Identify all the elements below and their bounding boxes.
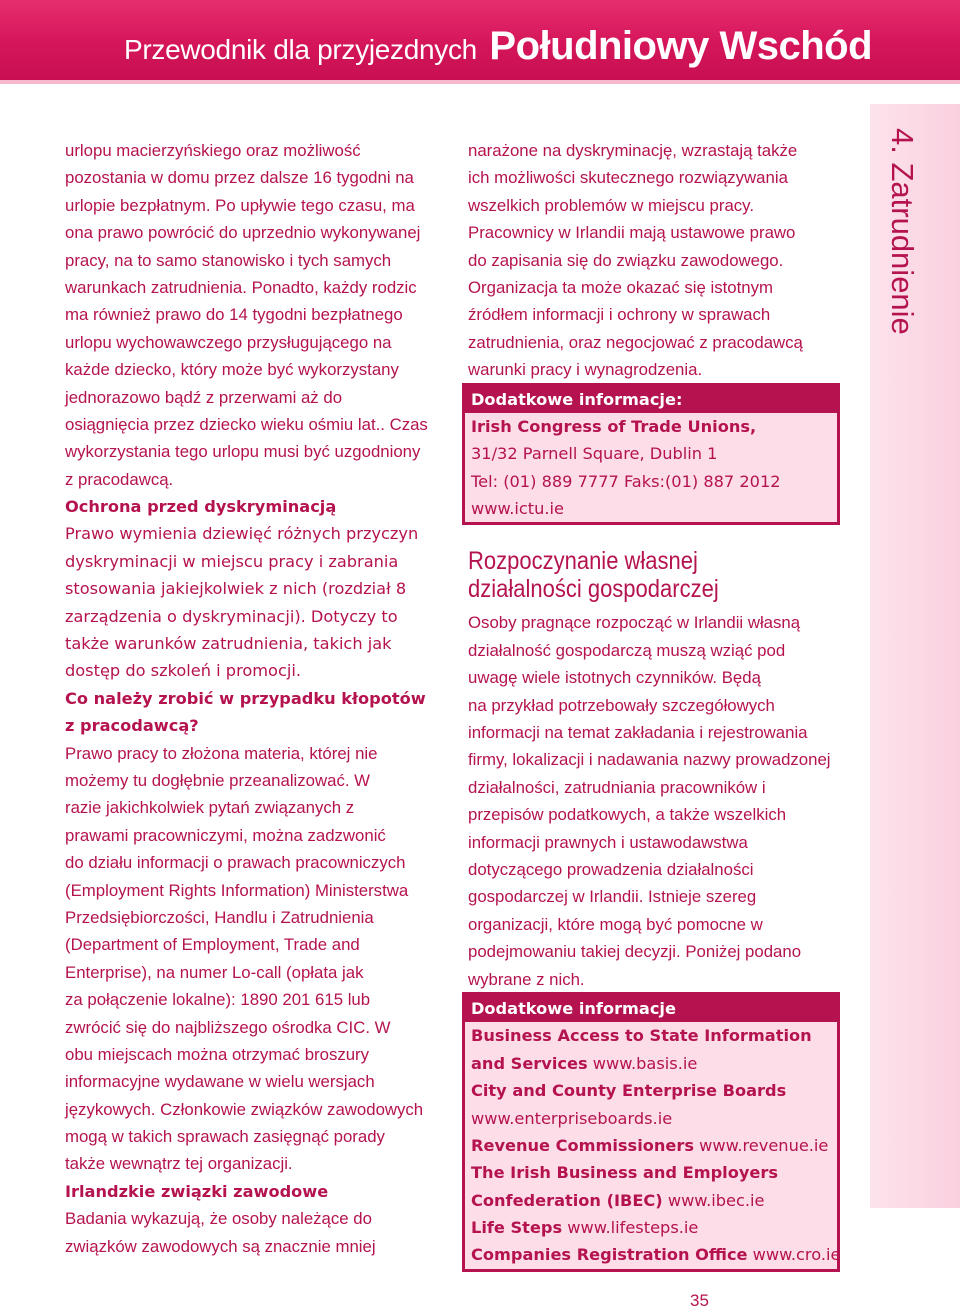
lifesteps-line [471, 1214, 837, 1241]
trade-unions-heading: Irlandzkie związki zawodowe [65, 1181, 329, 1201]
ibec-name: The Irish Business and Employers [471, 1163, 778, 1183]
ibec-name-cont: Confederation (IBEC) [471, 1190, 663, 1210]
text-line: (Department of Employment, Trade and [65, 935, 360, 955]
right-column [468, 137, 853, 1272]
chapter-label: 4. Zatrudnienie [885, 128, 920, 335]
text-line: Pracownicy w Irlandii mają ustawowe prawo [468, 223, 796, 243]
text-line: urlopie bezpłatnym. Po upływie tego czasu, ma [65, 195, 415, 215]
text-line: ich możliwości skutecznego rozwiązywania [468, 168, 788, 188]
discrimination-heading: Ochrona przed dyskryminacją [65, 497, 337, 517]
discrimination-paragraph [65, 520, 455, 684]
text-line: wybrane z nich. [468, 969, 585, 989]
text-line: związków zawodowych są znacznie mniej [65, 1236, 376, 1256]
union-benefits-paragraph [468, 137, 853, 384]
business-info-box [462, 992, 840, 1272]
ibec-link[interactable]: www.ibec.ie [662, 1190, 765, 1210]
employer-problems-heading [65, 685, 455, 740]
text-line: każde dziecko, który może być wykorzystany [65, 360, 399, 380]
text-line: ona prawo powrócić do uprzednio wykonywanej [65, 223, 421, 243]
lifesteps-link[interactable]: www.lifesteps.ie [562, 1218, 699, 1238]
text-line: pozostania w domu przez dalsze 16 tygodni na [65, 168, 414, 188]
cro-name: Companies Registration Office [471, 1245, 748, 1265]
basis-line [471, 1050, 837, 1077]
lifesteps-name: Life Steps [471, 1218, 563, 1238]
business-start-paragraph [468, 609, 853, 992]
header-subtitle: Przewodnik dla przyjezdnych [123, 34, 477, 65]
enterprise-boards-name: City and County Enterprise Boards [471, 1081, 787, 1101]
text-line: warunkach zatrudnienia. Ponadto, każdy rodzic [65, 277, 417, 297]
text-line: jednorazowo bądź z przerwami aż do [65, 387, 343, 407]
text-line: Enterprise), na numer Lo-call (opłata jak [65, 962, 364, 982]
text-line: także warunków zatrudnienia, takich jak [65, 634, 392, 654]
ictu-address: 31/32 Parnell Square, Dublin 1 [471, 444, 718, 464]
text-line: dotyczącego prowadzenia działalności [468, 859, 754, 879]
ictu-phone: Tel: (01) 889 7777 Faks:(01) 887 2012 [471, 471, 781, 491]
text-line: dostęp do szkoleń i promocji. [65, 661, 301, 681]
basis-name-cont: and Services [471, 1053, 588, 1073]
text-line: informacji na temat zakładania i rejestrowania [468, 723, 808, 743]
header-title: Południowy Wschód [489, 24, 872, 68]
text-line: Przedsiębiorczości, Handlu i Zatrudnienia [65, 907, 374, 927]
text-line: zatrudnienia, oraz negocjować z pracodawcą [468, 332, 803, 352]
revenue-link[interactable]: www.revenue.ie [693, 1135, 829, 1155]
text-line: mogą w takich sprawach zasięgnąć porady [65, 1127, 385, 1147]
section-title: działalności gospodarczej [468, 575, 719, 604]
text-line: przepisów podatkowych, a także wszelkich [468, 805, 787, 825]
text-line: osiągnięcia przez dziecko wieku ośmiu lat.. Czas [65, 414, 428, 434]
text-line: z pracodawcą. [65, 469, 174, 489]
info-box-heading: Dodatkowe informacje [465, 995, 837, 1022]
text-line: pracy, na to samo stanowisko i tych samych [65, 250, 392, 270]
text-line: także wewnątrz tej organizacji. [65, 1154, 293, 1174]
text-line: informacyjne wydawane w wielu wersjach [65, 1072, 375, 1092]
ibec-line [471, 1187, 837, 1214]
text-line: (Employment Rights Information) Ministerstwa [65, 880, 409, 900]
text-line: podejmowaniu takiej decyzji. Poniżej podano [468, 942, 802, 962]
ictu-website-link[interactable]: www.ictu.ie [471, 499, 564, 519]
trade-unions-paragraph [65, 1205, 455, 1260]
text-line: informacji prawnych i ustawodawstwa [468, 832, 748, 852]
text-line: urlopu wychowawczego przysługującego na [65, 332, 392, 352]
text-line: razie jakichkolwiek pytań związanych z [65, 798, 355, 818]
text-line: organizacji, które mogą być pomocne w [468, 914, 763, 934]
cro-line [471, 1241, 841, 1268]
enterprise-boards-link[interactable]: www.enterpriseboards.ie [471, 1108, 673, 1128]
spacer [468, 525, 853, 547]
text-line: zarządzenia o dyskryminacji). Dotyczy to [65, 606, 398, 626]
text-line: językowych. Członkowie związków zawodowych [65, 1099, 424, 1119]
text-line: Prawo pracy to złożona materia, której nie [65, 743, 378, 763]
revenue-name: Revenue Commissioners [471, 1135, 694, 1155]
heading-line: z pracodawcą? [65, 716, 199, 736]
ictu-name: Irish Congress of Trade Unions, [471, 416, 757, 436]
text-line: narażone na dyskryminację, wzrastają także [468, 141, 798, 160]
text-line: Prawo wymienia dziewięć różnych przyczyn [65, 524, 419, 544]
text-line: urlopu macierzyńskiego oraz możliwość [65, 141, 361, 160]
cro-link[interactable]: www.cro.ie [747, 1245, 841, 1265]
text-line: wszelkich problemów w miejscu pracy. [468, 195, 754, 215]
header-divider [0, 80, 960, 84]
text-line: ma również prawo do 14 tygodni bezpłatnego [65, 305, 403, 325]
revenue-line [471, 1132, 837, 1159]
text-line: obu miejscach można otrzymać broszury [65, 1044, 370, 1064]
labour-law-paragraph [65, 740, 455, 1178]
text-line: dyskryminacji w miejscu pracy i zabrania [65, 551, 399, 571]
text-line: Osoby pragnące rozpocząć w Irlandii własną [468, 613, 801, 633]
text-line: warunki pracy i wynagrodzenia. [468, 360, 703, 380]
ictu-info-box [462, 383, 840, 526]
text-line: działalność gospodarczą muszą wziąć pod [468, 640, 786, 660]
text-line: stosowania jakiejkolwiek z nich (rozdział 8 [65, 579, 407, 599]
heading-line: Co należy zrobić w przypadku kłopotów [65, 688, 426, 708]
text-line: wykorzystania tego urlopu musi być uzgodniony [65, 442, 421, 462]
text-line: na przykład potrzebowały szczegółowych [468, 695, 775, 715]
text-line: Badania wykazują, że osoby należące do [65, 1209, 372, 1229]
text-line: firmy, lokalizacji i nadawania nazwy prowadzonej [468, 750, 831, 770]
text-line: prawami pracowniczymi, można zadzwonić [65, 825, 386, 845]
text-line: do zapisania się do związku zawodowego. [468, 250, 784, 270]
text-line: zwrócić się do najbliższego ośrodka CIC. W [65, 1017, 391, 1037]
text-line: za połączenie lokalne): 1890 201 615 lub [65, 990, 371, 1010]
text-line: Organizacja ta może okazać się istotnym [468, 277, 773, 297]
text-line: możemy tu dogłębnie przeanalizować. W [65, 770, 371, 790]
text-line: gospodarczej w Irlandii. Istnieje szereg [468, 887, 757, 907]
maternity-leave-paragraph [65, 137, 455, 493]
basis-link[interactable]: www.basis.ie [587, 1053, 698, 1073]
page-header [124, 22, 872, 79]
info-box-heading: Dodatkowe informacje: [465, 386, 837, 413]
text-line: do działu informacji o prawach pracowniczych [65, 853, 406, 873]
basis-name: Business Access to State Information [471, 1026, 812, 1046]
left-column [65, 137, 455, 1260]
text-line: działalności, zatrudniania pracowników i [468, 777, 766, 797]
text-line: źródłem informacji i ochrony w sprawach [468, 305, 771, 325]
page-number: 35 [690, 1291, 709, 1310]
text-line: uwagę wiele istotnych czynników. Będą [468, 668, 761, 688]
section-title: Rozpoczynanie własnej [468, 547, 698, 576]
